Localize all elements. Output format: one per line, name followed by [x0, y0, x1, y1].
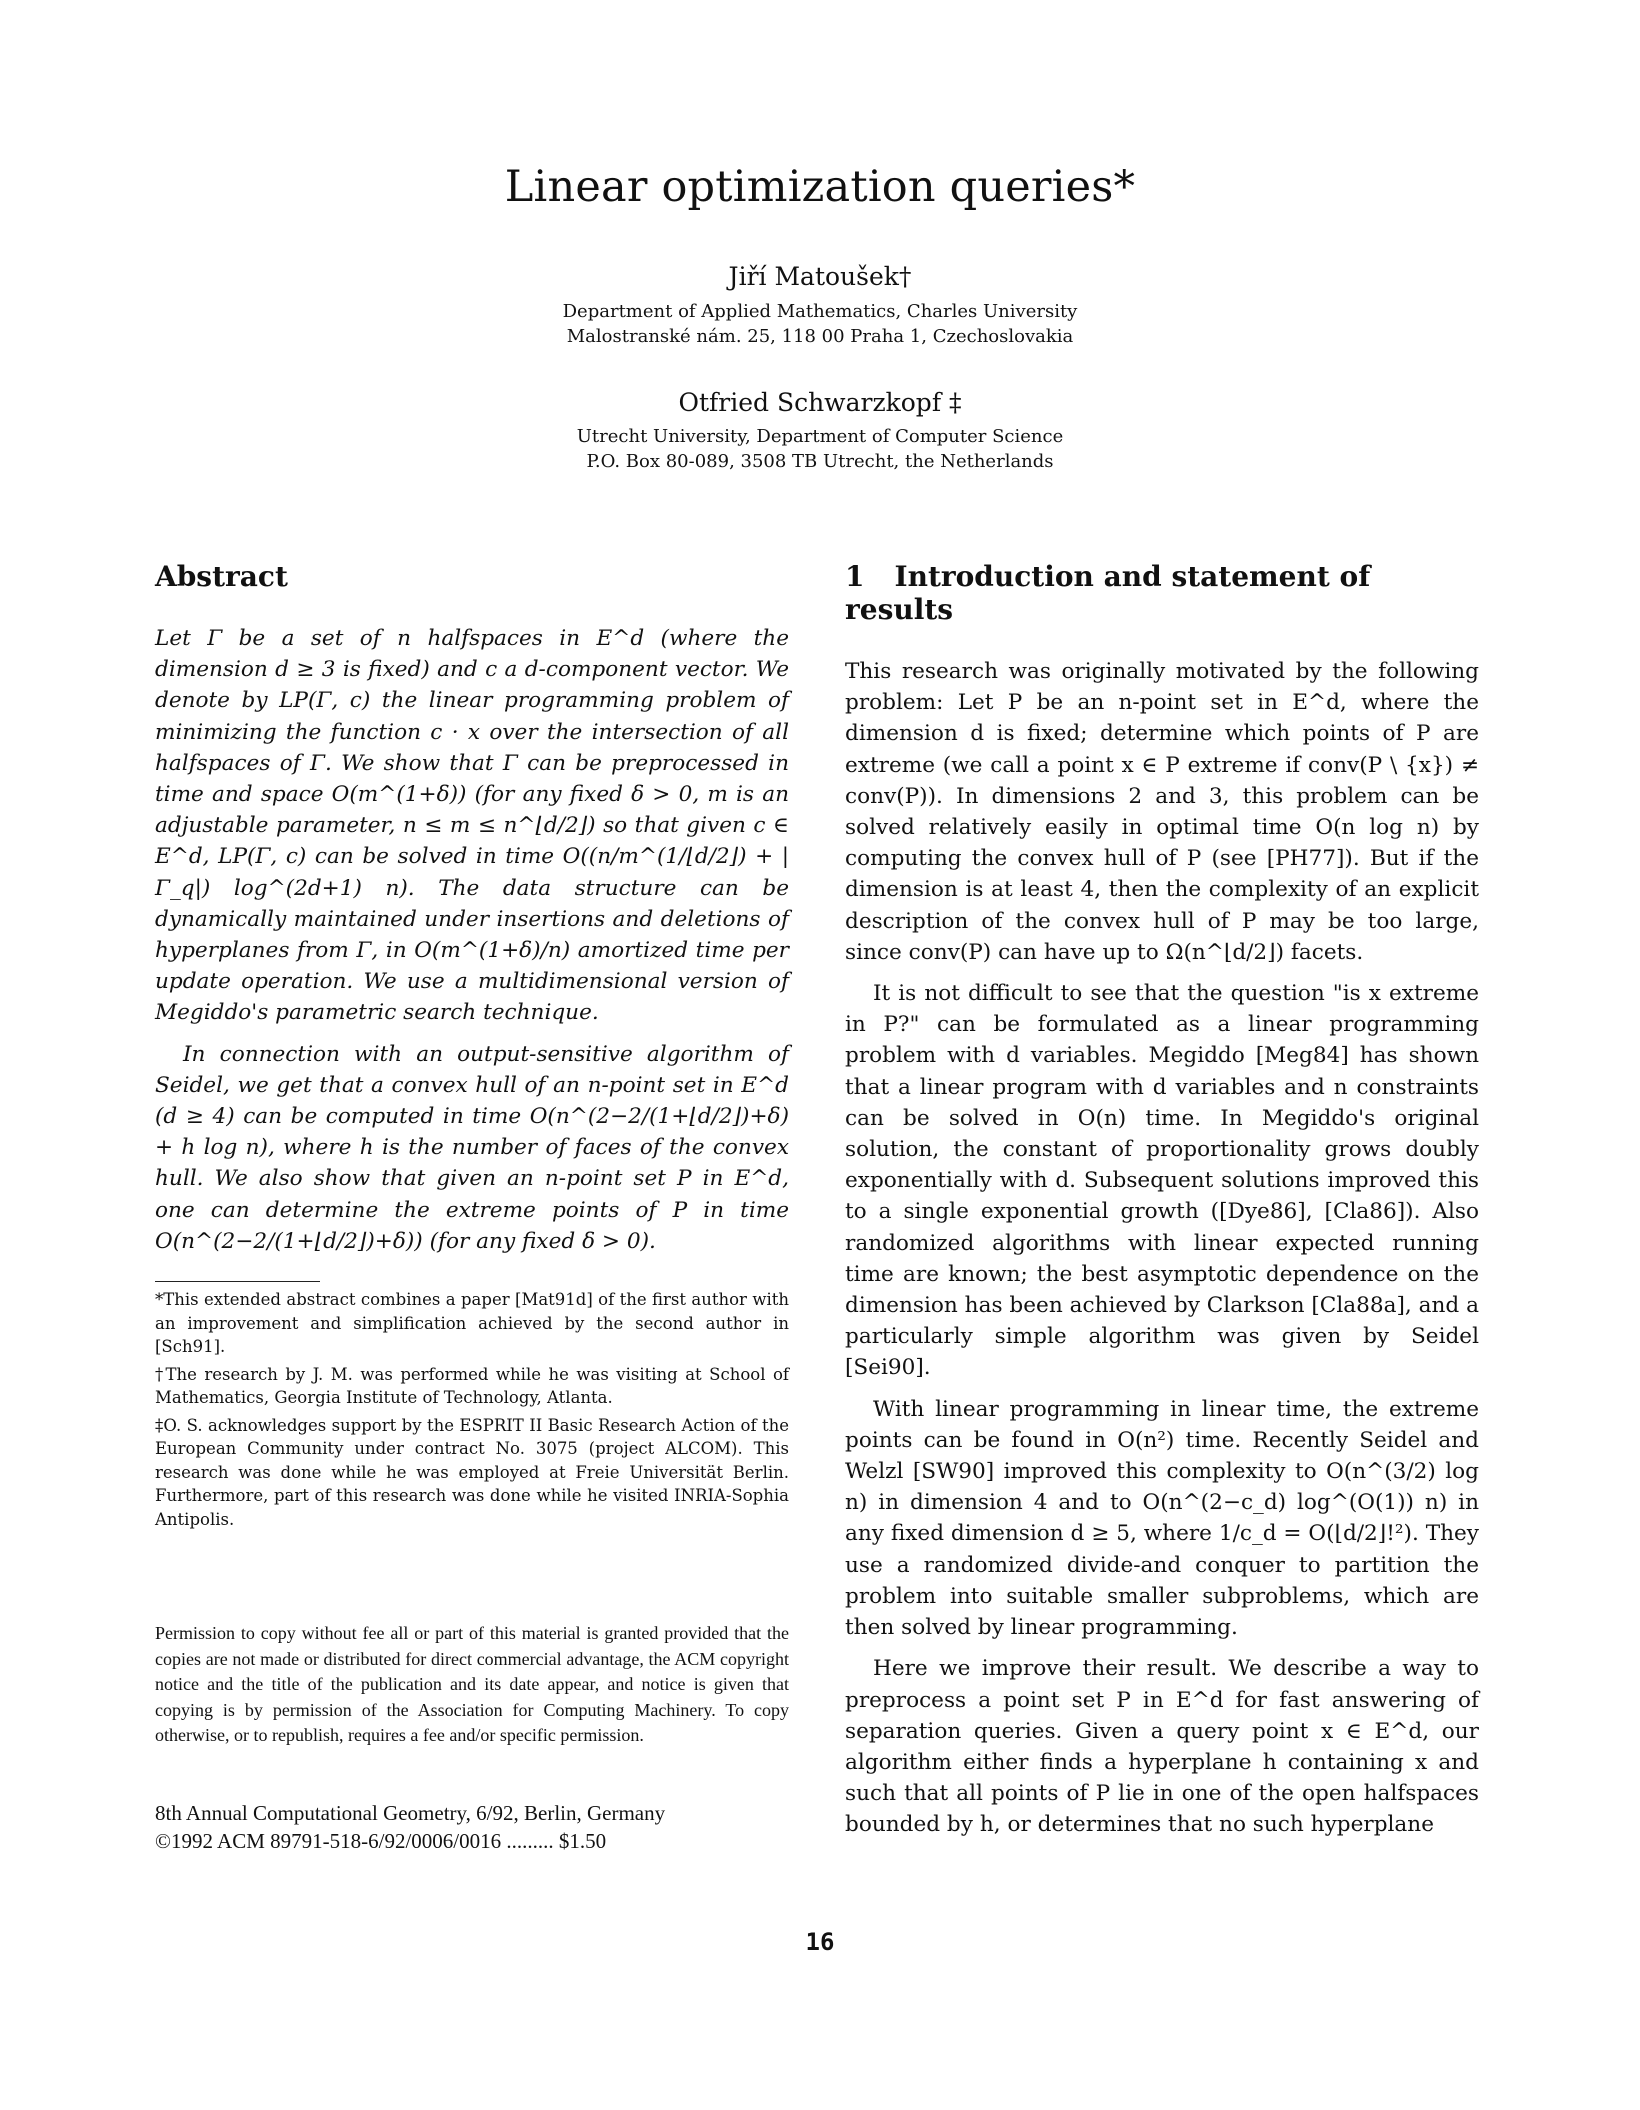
abstract-paragraph: Let Γ be a set of n halfspaces in E^d (where the dimension d ≥ 3 is fixed) and c a d-component vector. We denote by LP(Γ, c) the linear programming problem of minimizing the function c · x over the intersection of all halfspaces of Γ. We show that Γ can be preprocessed in time and space O(m^(1+δ)) (for any fixed δ > 0, m is an adjustable parameter, n ≤ m ≤ n^⌊d/2⌋) so that given c ∈ E^d, LP(Γ, c) can be solved in time O((n/m^(1/⌊d/2⌋) + |Γ_q|) log^(2d+1) n). The data structure can be dynamically maintained under insertions and deletions of hyperplanes from Γ, in O(m^(1+δ)/n) amortized time per update operation. We use a multidimensional version of Megiddo's parametric search technique.: [155, 626, 789, 1026]
right-column: [845, 560, 1479, 1851]
page-number: 16: [805, 1928, 835, 1956]
body-paragraph: Here we improve their result. We describe a way to preprocess a point set P in E^d for fast answering of separation queries. Given a query point x ∈ E^d, our algorithm either finds a hyperplane h containing x and such that all points of P lie in one of the open halfspaces bounded by h, or determines that no such hyperplane: [845, 1656, 1479, 1838]
section-heading: [845, 560, 1479, 626]
left-column: [155, 560, 789, 1855]
section-number: 1: [845, 560, 865, 593]
author-affiliation: [0, 424, 1640, 474]
paper-title: Linear optimization queries*: [504, 162, 1136, 212]
affiliation-line: P.O. Box 80-089, 3508 TB Utrecht, the Netherlands: [586, 451, 1054, 472]
author-name: Otfried Schwarzkopf ‡: [678, 388, 962, 417]
abstract-paragraph: In connection with an output-sensitive algorithm of Seidel, we get that a convex hull of an n-point set in E^d (d ≥ 4) can be computed in time O(n^(2−2/(1+⌊d/2⌋)+δ) + h log n), where h is the number of faces of the convex hull. We also show that given an n-point set P in E^d, one can determine the extreme points of P in time O(n^(2−2/(1+⌊d/2⌋)+δ)) (for any fixed δ > 0).: [155, 1041, 789, 1254]
permission-notice: Permission to copy without fee all or part of this material is granted provided that the copies are not made or distributed for direct commercial advantage, the ACM copyright notice and the title of the publication and its date appear, and notice is given that copying is by permission of the Association for Computing Machinery. To copy otherwise, or to republish, requires a fee and/or specific permission.: [155, 1623, 789, 1746]
body-paragraph: With linear programming in linear time, the extreme points can be found in O(n²) time. Recently Seidel and Welzl [SW90] improved this complexity to O(n^(3/2) log n) in dimension 4 and to O(n^(2−c_d) log^(O(1)) n) in any fixed dimension d ≥ 5, where 1/c_d = O(⌊d/2⌋!²). They use a randomized divide-and conquer to partition the problem into suitable smaller subproblems, which are then solved by linear programming.: [845, 1396, 1479, 1641]
abstract-heading: Abstract: [155, 560, 288, 593]
author-name: Jiří Matoušek†: [728, 262, 912, 291]
copyright-line: ©1992 ACM 89791-518-6/92/0006/0016 ......... $1.50: [155, 1828, 607, 1853]
footnote: ‡O. S. acknowledges support by the ESPRIT II Basic Research Action of the European Community under contract No. 3075 (project ALCOM). This research was done while he was employed at Freie Universität Berlin. Furthermore, part of this research was done while he visited INRIA-Sophia Antipolis.: [155, 1415, 789, 1529]
section-title: Introduction and statement of results: [845, 560, 1371, 626]
body-paragraph: It is not difficult to see that the question "is x extreme in P?" can be formulated as a linear programming problem with d variables. Megiddo [Meg84] has shown that a linear program with d variables and n constraints can be solved in O(n) time. In Megiddo's original solution, the constant of proportionality grows doubly exponentially with d. Subsequent solutions improved this to a single exponential growth ([Dye86], [Cla86]). Also randomized algorithms with linear expected running time are known; the best asymptotic dependence on the dimension has been achieved by Clarkson [Cla88a], and a particularly simple algorithm was given by Seidel [Sei90].: [845, 981, 1479, 1381]
body-paragraph: This research was originally motivated by the following problem: Let P be an n-point set in E^d, where the dimension d is fixed; determine which points of P are extreme (we call a point x ∈ P extreme if conv(P \ {x}) ≠ conv(P)). In dimensions 2 and 3, this problem can be solved relatively easily in optimal time O(n log n) by computing the convex hull of P (see [PH77]). But if the dimension is at least 4, then the complexity of an explicit description of the convex hull of P may be too large, since conv(P) can have up to Ω(n^⌊d/2⌋) facets.: [845, 659, 1479, 965]
affiliation-line: Malostranské nám. 25, 118 00 Praha 1, Czechoslovakia: [566, 326, 1074, 347]
conference-info: [155, 1799, 789, 1855]
conference-line: 8th Annual Computational Geometry, 6/92, Berlin, Germany: [155, 1800, 666, 1825]
footnote: †The research by J. M. was performed while he was visiting at School of Mathematics, Georgia Institute of Technology, Atlanta.: [155, 1364, 789, 1408]
footnote: *This extended abstract combines a paper [Mat91d] of the first author with an improvement and simplification achieved by the second author in [Sch91].: [155, 1290, 789, 1357]
author-affiliation: [0, 299, 1640, 349]
affiliation-line: Department of Applied Mathematics, Charles University: [562, 301, 1078, 322]
footnote-rule: [155, 1281, 320, 1282]
affiliation-line: Utrecht University, Department of Computer Science: [576, 426, 1064, 447]
